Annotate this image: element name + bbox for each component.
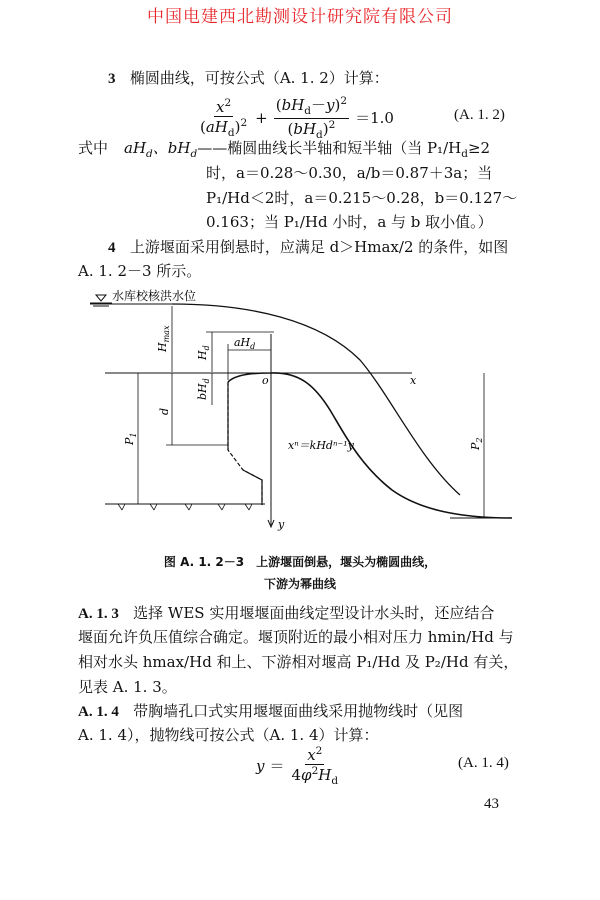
- x-axis-label: x: [410, 374, 417, 387]
- where-line1: $aH_d$、$bH_d——$椭圆曲线长半轴和短半轴（当 $P_1/H_d\ge 2$: [124, 139, 491, 160]
- figure-a1-2-3: [80, 280, 520, 540]
- a13-line1: A. 1. 3 选择 WES 实用堰堰面曲线定型设计水头时，还应结合: [78, 604, 495, 622]
- bhd-label: $bH_d$: [196, 378, 211, 400]
- where-line3: P₁/Hd＜2时，a＝0.215～0.28，b＝0.127～: [206, 189, 518, 207]
- figure-caption-line1: 图 A. 1. 2－3 上游堰面倒悬，堰头为椭圆曲线，: [163, 555, 437, 569]
- section-number: A. 1. 4: [78, 704, 119, 720]
- y-axis-label: y: [278, 518, 285, 531]
- item3-line: [108, 71, 389, 87]
- equation-number: (A. 1. 4): [458, 755, 509, 771]
- a14-line2: A. 1. 4），抛物线可按公式（A. 1. 4）计算：: [78, 726, 379, 744]
- a13-line2: 堰面允许负压值综合确定。堰顶附近的最小相对压力 hmin/Hd 与: [78, 628, 514, 646]
- p2-label: $P_2$: [469, 437, 484, 450]
- where-line4: 0.163；当 P₁/Hd 小时，a 与 b 取小值。）: [206, 213, 493, 231]
- item4-line2: A. 1. 2－3 所示。: [78, 262, 202, 280]
- a13-line3: 相对水头 hmax/Hd 和上、下游相对堰高 P₁/Hd 及 P₂/Hd 有关，: [78, 653, 519, 671]
- where-lead: 式中: [78, 139, 109, 157]
- upstream-face: [228, 382, 262, 505]
- ahd-label: $aH_d$: [234, 336, 256, 351]
- where-line2: 时，a＝0.28～0.30，a/b＝0.87＋3a；当: [206, 164, 493, 182]
- upper-nappe-curve: [172, 304, 460, 495]
- hmax-label: $H_{max}$: [156, 325, 171, 352]
- p1-label: $P_1$: [123, 432, 138, 445]
- header-watermark: 中国电建西北勘测设计研究院有限公司: [147, 7, 453, 27]
- item-text: 上游堰面采用倒悬时，应满足 d＞Hmax/2 的条件，如图: [129, 238, 509, 256]
- item-number: 4: [108, 240, 116, 256]
- water-level-label: 水库校核洪水位: [112, 289, 197, 303]
- section-number: A. 1. 3: [78, 606, 119, 622]
- d-label: d: [158, 407, 171, 415]
- power-curve-equation: xⁿ＝kHdⁿ⁻¹y: [288, 439, 354, 452]
- formula-a12: $\frac{x^2}{(aH_d)^2}$ + $\frac{(bH_d-y)^2}{(bH_d)^2}$ ＝1.0: [200, 95, 394, 141]
- origin-label: o: [262, 374, 269, 387]
- equation-number: (A. 1. 2): [454, 107, 505, 123]
- page-number: 43: [484, 796, 499, 812]
- fraction: $\frac{(bH_d-y)^2}{(bH_d)^2}$: [275, 95, 348, 141]
- a13-line4: 见表 A. 1. 3。: [78, 678, 177, 696]
- item4-line1: [108, 240, 508, 256]
- bed-hatching: [118, 504, 252, 510]
- hd-label: $H_d$: [196, 345, 211, 360]
- item-text: 椭圆曲线，可按公式（A. 1. 2）计算：: [129, 69, 389, 87]
- a14-line1: A. 1. 4 带胸墙孔口式实用堰堰面曲线采用抛物线时（见图: [78, 702, 464, 720]
- formula-a14: y ＝ $\frac{x^2}{4\varphi^2H_d}$: [256, 745, 339, 787]
- item-number: 3: [108, 71, 116, 87]
- fraction: $\frac{x^2}{(aH_d)^2}$: [200, 96, 248, 139]
- fraction: $\frac{x^2}{4\varphi^2H_d}$: [291, 745, 339, 787]
- symbols: aH: [124, 139, 147, 157]
- description: ——椭圆曲线长半轴和短半轴（当 P₁/H: [197, 139, 462, 157]
- figure-caption-line2: 下游为幂曲线: [263, 577, 336, 591]
